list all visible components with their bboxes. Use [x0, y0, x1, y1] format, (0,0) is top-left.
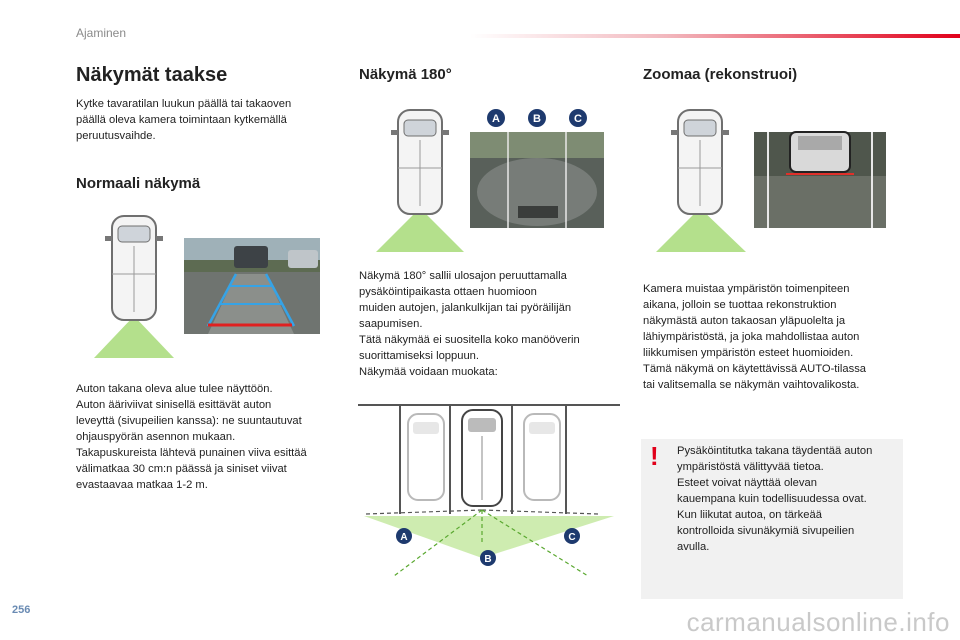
page-title: Näkymät taakse [76, 64, 228, 86]
normal-view-text: Auton takana oleva alue tulee näyttöön. Auton ääriviivat sinisellä esittävät auton leveyttä (sivupeilien kanssa): ne suuntautuvat ohjauspyörän asennon mukaan. Takapuskureista lähtevä punainen viiva esittää välimatkaa 30 cm:n päässä ja siniset viivat evastaavaa matkaa 1-2 m. [76, 383, 307, 491]
normal-view-figure [88, 212, 320, 362]
svg-text:B: B [484, 554, 492, 565]
parked-van-right [524, 414, 560, 500]
svg-text:C: C [574, 113, 582, 125]
own-van [462, 410, 502, 506]
van-top-icon [391, 110, 449, 214]
svg-text:B: B [533, 113, 541, 125]
van-top-icon [671, 110, 729, 214]
intro-paragraph: Kytke tavaratilan luukun päällä tai takaoven päällä oleva kamera toimintaan kytkemällä peruutusvaihde. [76, 98, 292, 142]
zoom-heading: Zoomaa (rekonstruoi) [643, 66, 798, 83]
header-gradient-bar [470, 34, 960, 38]
watermark: carmanualsonline.info [686, 607, 950, 637]
svg-text:A: A [400, 532, 408, 543]
zoom-view-figure [650, 106, 890, 256]
view-180-figure [368, 106, 608, 256]
svg-text:C: C [568, 532, 576, 543]
view-markers [487, 109, 587, 127]
camera-screen-normal [184, 238, 320, 334]
camera-screen-180 [470, 132, 604, 228]
camera-cone [94, 316, 174, 358]
van-top-icon [105, 216, 163, 320]
warning-note-text: Pysäköintitutka takana täydentää auton ympäristöstä välittyvää tietoa. Esteet voivat näyttää olevan kauempana kuin todellisuudessa ovat. Kun liikutat autoa, on tärkeää kontrolloida sivunäkymiä sivupeilien avulla. [677, 445, 873, 553]
view-180-text: Näkymä 180° sallii ulosajon peruuttamalla pysäköintipaikasta ottaen huomioon muiden autojen, jalankulkijan tai pyöräilijän saapumisen. Tätä näkymää ei suositella koko manööverin suorittamiseksi loppuun. Näkymää voidaan muokata: [359, 270, 580, 378]
view-180-heading: Näkymä 180° [359, 66, 452, 83]
normal-view-heading: Normaali näkymä [76, 175, 201, 192]
section-header: Ajaminen [76, 26, 127, 40]
parking-diagram [358, 404, 620, 580]
zoom-text: Kamera muistaa ympäristön toimenpiteen aikana, jolloin se tuottaa rekonstruktion näkymästä auton takaosan yläpuolelta ja lähiympäristöstä, ja joka mahdollistaa auton liikkumisen ympäristön esteet huomioiden. Tämä näkymä on käytettävissä AUTO-tilassa tai valitsemalla se näkymän vaihtovalikosta. [643, 283, 867, 391]
camera-screen-zoom [754, 132, 886, 228]
svg-text:A: A [492, 113, 500, 125]
page-number: 256 [12, 604, 31, 616]
warning-icon: ! [650, 441, 659, 471]
parked-van-left [408, 414, 444, 500]
